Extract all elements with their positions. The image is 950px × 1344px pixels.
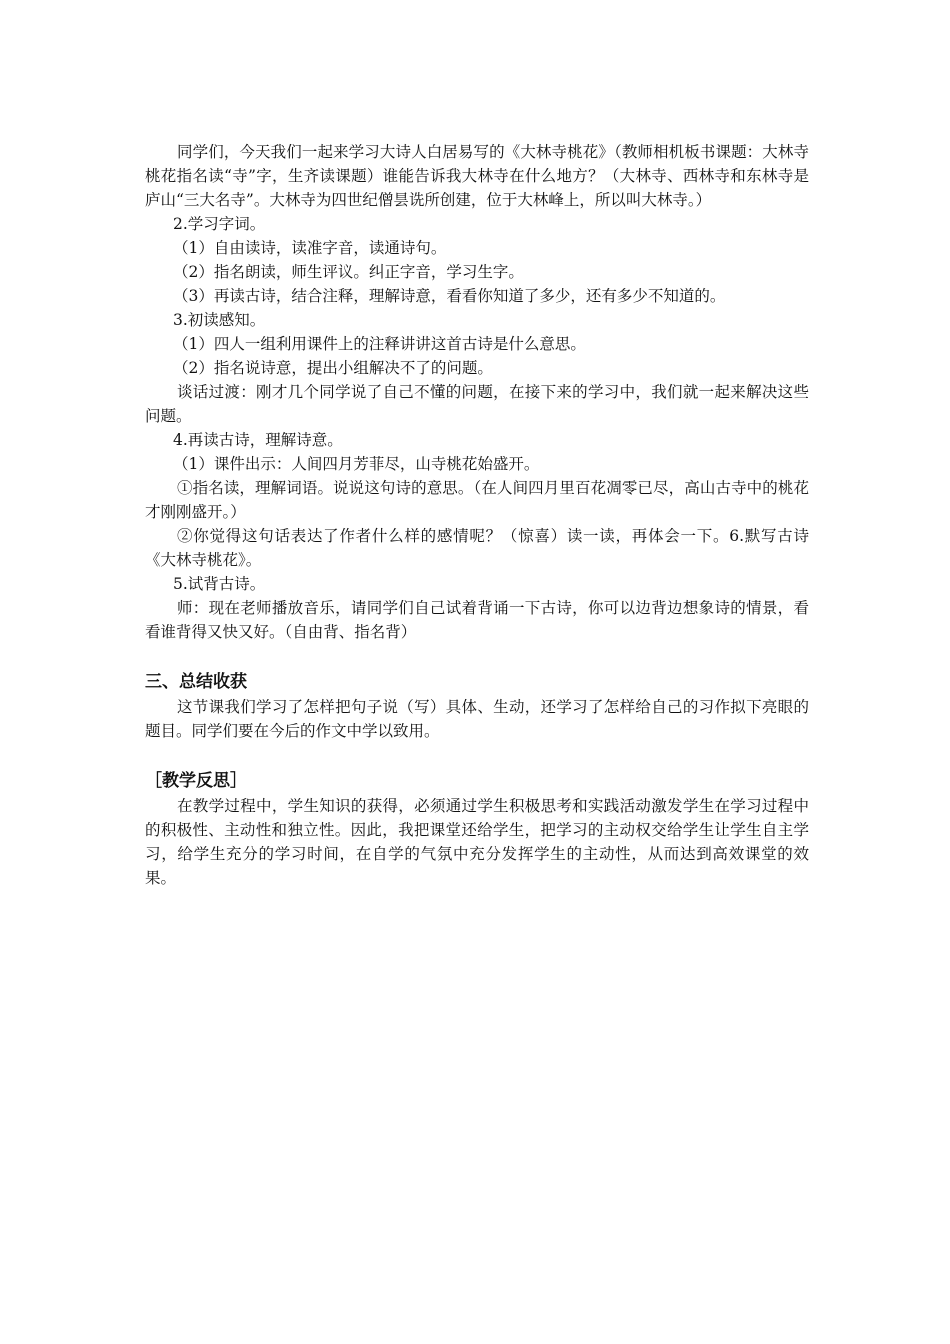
- step4-item-1: （1）课件出示：人间四月芳菲尽，山寺桃花始盛开。: [173, 455, 540, 473]
- intro-paragraph: 同学们，今天我们一起来学习大诗人白居易写的《大林寺桃花》（教师相机板书课题：大林寺桃花指名读“寺”字，生齐读课题）谁能告诉我大林寺在什么地方？（大林寺、西林寺和东林寺是庐山“三大名寺”。大林寺为四世纪僧昙诜所创建，位于大林峰上，所以叫大林寺。）: [145, 143, 809, 209]
- step2-item-2: （2）指名朗读，师生评议。纠正字音，学习生字。: [173, 263, 524, 281]
- step3-item-2: （2）指名说诗意，提出小组解决不了的问题。: [173, 359, 493, 377]
- step2-title: 2.学习字词。: [173, 215, 266, 233]
- summary-heading: 三、总结收获: [145, 672, 247, 692]
- step4-title: 4.再读古诗，理解诗意。: [173, 431, 343, 449]
- document-page: [145, 140, 809, 890]
- step5-text: 师：现在老师播放音乐，请同学们自己试着背诵一下古诗，你可以边背边想象诗的情景，看看谁背得又快又好。（自由背、指名背）: [145, 599, 809, 641]
- step4-point-1: ①指名读，理解词语。说说这句诗的意思。（在人间四月里百花凋零已尽，高山古寺中的桃花才刚刚盛开。）: [145, 479, 809, 521]
- summary-paragraph: 这节课我们学习了怎样把句子说（写）具体、生动，还学习了怎样给自己的习作拟下亮眼的题目。同学们要在今后的作文中学以致用。: [145, 698, 809, 740]
- step3-title: 3.初读感知。: [173, 311, 266, 329]
- step2-item-1: （1）自由读诗，读准字音，读通诗句。: [173, 239, 447, 257]
- step4-point-2: ②你觉得这句话表达了作者什么样的感情呢？（惊喜）读一读，再体会一下。6.默写古诗《大林寺桃花》。: [145, 527, 809, 569]
- step5-title: 5.试背古诗。: [173, 575, 266, 593]
- step3-item-1: （1）四人一组利用课件上的注释讲讲这首古诗是什么意思。: [173, 335, 586, 353]
- transition-paragraph: 谈话过渡：刚才几个同学说了自己不懂的问题，在接下来的学习中，我们就一起来解决这些问题。: [145, 383, 809, 425]
- reflection-heading: ［教学反思］: [145, 771, 247, 791]
- reflection-paragraph: 在教学过程中，学生知识的获得，必须通过学生积极思考和实践活动激发学生在学习过程中的积极性、主动性和独立性。因此，我把课堂还给学生，把学习的主动权交给学生让学生自主学习，给学生充分的学习时间，在自学的气氛中充分发挥学生的主动性，从而达到高效课堂的效果。: [145, 797, 809, 887]
- step2-item-3: （3）再读古诗，结合注释，理解诗意，看看你知道了多少，还有多少不知道的。: [173, 287, 726, 305]
